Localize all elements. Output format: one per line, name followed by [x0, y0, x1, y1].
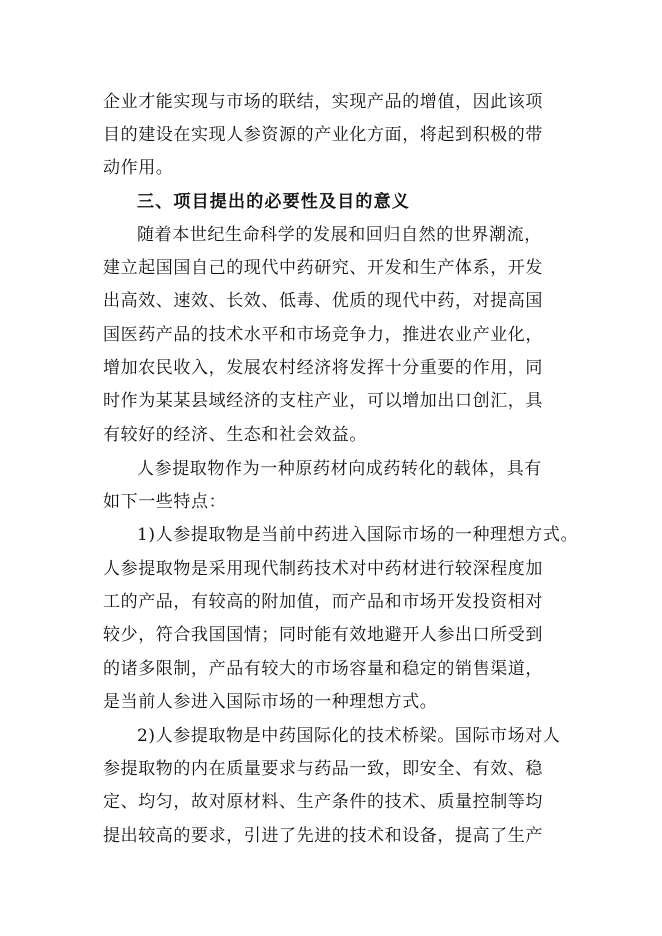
- body-text-line: 时作为某某县域经济的支柱产业，可以增加出口创汇，具: [103, 391, 543, 411]
- section-heading: 三、项目提出的必要性及目的意义: [137, 192, 410, 212]
- list-item-text: 2)人参提取物是中药国际化的技术桥梁。国际市场对人: [137, 726, 561, 746]
- body-text-line: 随着本世纪生命科学的发展和回归自然的世界潮流，: [137, 225, 542, 245]
- body-text-line: 较少，符合我国国情；同时能有效地避开人参出口所受到: [103, 625, 543, 645]
- body-text-line: 企业才能实现与市场的联结，实现产品的增值，因此该项: [103, 92, 543, 112]
- body-text-line: 如下一些特点：: [103, 492, 227, 512]
- body-text-line: 工的产品，有较高的附加值，而产品和市场开发投资相对: [103, 592, 543, 612]
- body-text-line: 定、均匀，故对原材料、生产条件的技术、质量控制等均: [103, 792, 543, 812]
- body-text-line: 参提取物的内在质量要求与药品一致，即安全、有效、稳: [103, 759, 543, 779]
- body-text-line: 增加农民收入，发展农村经济将发挥十分重要的作用，同: [103, 358, 543, 378]
- body-text-line: 的诸多限制，产品有较大的市场容量和稳定的销售渠道，: [103, 659, 543, 679]
- body-text-line: 目的建设在实现人参资源的产业化方面，将起到积极的带: [103, 125, 543, 145]
- body-text-line: 出高效、速效、长效、低毒、优质的现代中药，对提高国: [103, 291, 543, 311]
- body-text-line: 人参提取物作为一种原药材向成药转化的载体，具有: [137, 459, 542, 479]
- body-text-line: 有较好的经济、生态和社会效益。: [103, 425, 367, 445]
- body-text-line: 动作用。: [103, 158, 174, 178]
- list-item-text: 1)人参提取物是当前中药进入国际市场的一种理想方式。: [137, 525, 579, 545]
- body-text-line: 国医药产品的技术水平和市场竞争力，推进农业产业化，: [103, 325, 543, 345]
- body-text-line: 人参提取物是采用现代制药技术对中药材进行较深程度加: [103, 559, 543, 579]
- body-text-line: 建立起国国自己的现代中药研究、开发和生产体系，开发: [103, 258, 543, 278]
- body-text-line: 是当前人参进入国际市场的一种理想方式。: [103, 692, 438, 712]
- body-text-line: 提出较高的要求，引进了先进的技术和设备，提高了生产: [103, 826, 543, 846]
